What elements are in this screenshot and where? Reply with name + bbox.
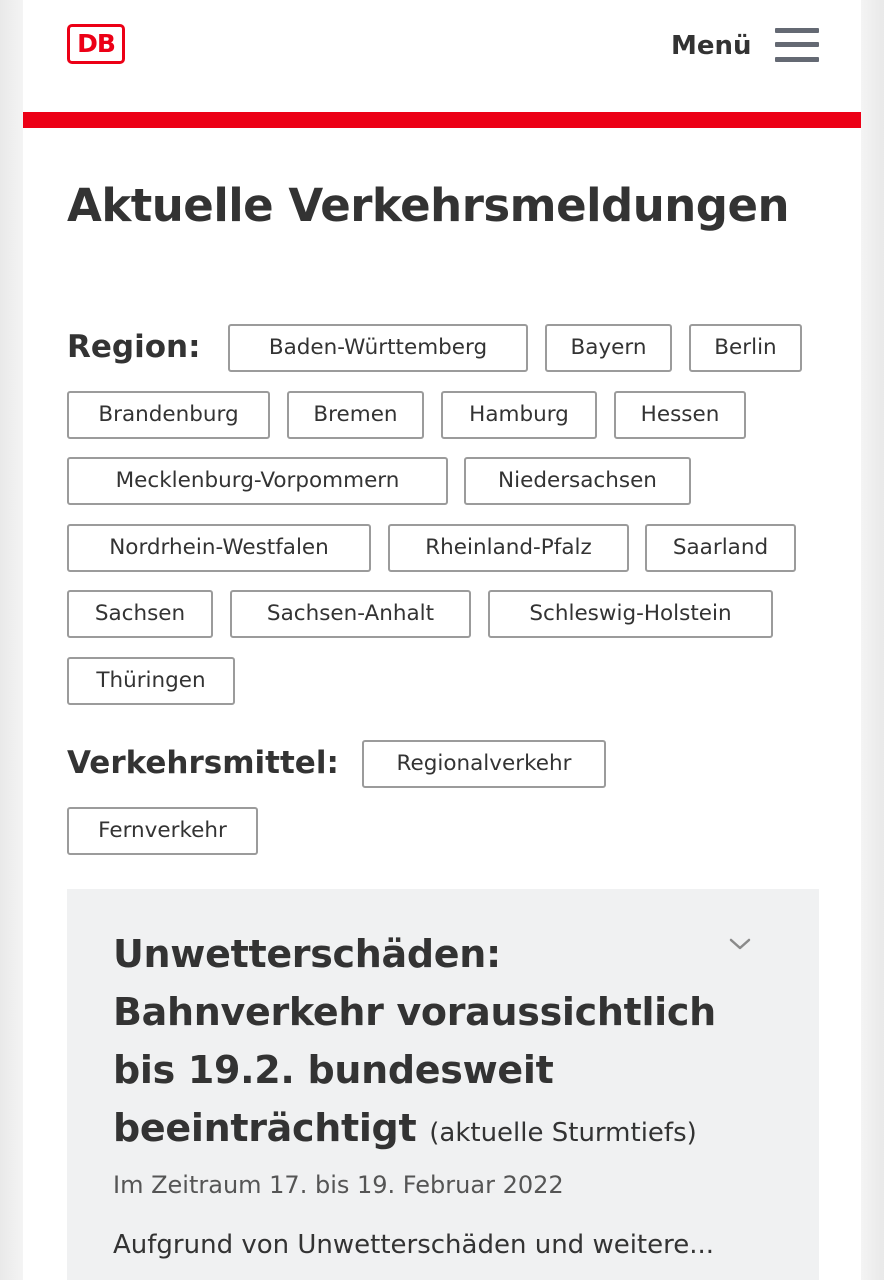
region-chip-rheinland-pfalz[interactable]: Rheinland-Pfalz bbox=[388, 524, 629, 572]
region-chip-hessen[interactable]: Hessen bbox=[614, 391, 746, 439]
transport-label: Verkehrsmittel: bbox=[67, 745, 339, 781]
region-chip-saarland[interactable]: Saarland bbox=[645, 524, 796, 572]
message-teaser: Aufgrund von Unwetterschäden und weitere... bbox=[113, 1230, 715, 1260]
page-title: Aktuelle Verkehrsmeldungen bbox=[67, 179, 790, 232]
traffic-message-card[interactable] bbox=[67, 889, 819, 1280]
site-header bbox=[23, 0, 861, 112]
region-chip-mecklenburg-vorpommern[interactable]: Mecklenburg-Vorpommern bbox=[67, 457, 448, 505]
region-chip-bayern[interactable]: Bayern bbox=[545, 324, 672, 372]
transport-chip-fernverkehr[interactable]: Fernverkehr bbox=[67, 807, 258, 855]
message-period: Im Zeitraum 17. bis 19. Februar 2022 bbox=[113, 1171, 564, 1199]
region-chip-nordrhein-westfalen[interactable]: Nordrhein-Westfalen bbox=[67, 524, 371, 572]
region-label: Region: bbox=[67, 329, 201, 365]
right-screen-edge bbox=[861, 0, 884, 1280]
message-tag: (aktuelle Sturmtiefs) bbox=[429, 1118, 697, 1148]
chevron-down-icon[interactable] bbox=[729, 933, 751, 955]
page bbox=[23, 0, 861, 1280]
region-chip-brandenburg[interactable]: Brandenburg bbox=[67, 391, 270, 439]
header-red-bar bbox=[23, 112, 861, 128]
transport-chip-regionalverkehr[interactable]: Regionalverkehr bbox=[362, 740, 606, 788]
region-chip-bremen[interactable]: Bremen bbox=[287, 391, 424, 439]
region-chip-thueringen[interactable]: Thüringen bbox=[67, 657, 235, 705]
message-headline bbox=[113, 925, 753, 1162]
menu-label[interactable]: Menü bbox=[671, 31, 752, 61]
region-chip-sachsen-anhalt[interactable]: Sachsen-Anhalt bbox=[230, 590, 471, 638]
region-chip-berlin[interactable]: Berlin bbox=[689, 324, 802, 372]
region-chip-baden-wuerttemberg[interactable]: Baden-Württemberg bbox=[228, 324, 528, 372]
message-headline-text: Unwetterschäden: Bahnverkehr voraussichtlich bis 19.2. bundesweit beeinträchtigt bbox=[113, 932, 716, 1150]
db-logo[interactable]: DB bbox=[67, 24, 125, 64]
hamburger-menu-icon[interactable] bbox=[775, 26, 819, 64]
left-screen-edge bbox=[0, 0, 23, 1280]
region-chip-hamburg[interactable]: Hamburg bbox=[441, 391, 597, 439]
region-chip-schleswig-holstein[interactable]: Schleswig-Holstein bbox=[488, 590, 773, 638]
region-chip-niedersachsen[interactable]: Niedersachsen bbox=[464, 457, 691, 505]
region-chip-sachsen[interactable]: Sachsen bbox=[67, 590, 213, 638]
